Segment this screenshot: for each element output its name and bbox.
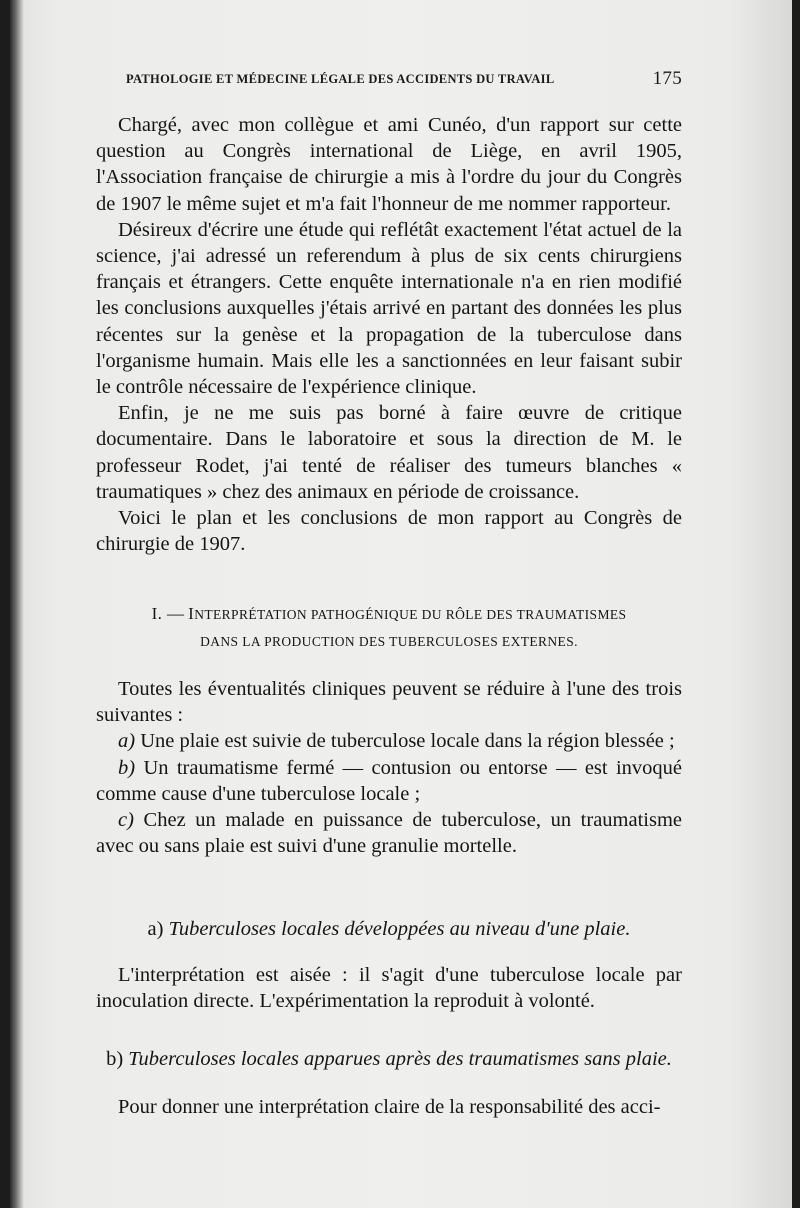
- section-number: I. —: [151, 604, 185, 623]
- section-title-line1: NTERPRÉTATION PATHOGÉNIQUE DU RÔLE DES TRAUMATISMES: [194, 607, 627, 622]
- case-text: Une plaie est suivie de tuberculose locale dans la région blessée ;: [140, 730, 675, 753]
- intro-text-block: [96, 112, 682, 557]
- subsection-b-label: b): [106, 1048, 124, 1070]
- cases-text-block: [96, 676, 682, 859]
- case-label: c): [118, 809, 134, 832]
- case-item: [96, 728, 682, 754]
- section-intro: Toutes les éventualités cliniques peuvent se réduire à l'une des trois suivantes :: [96, 678, 682, 727]
- section-title-initial: I: [188, 604, 195, 623]
- subsection-a-heading: [96, 918, 682, 941]
- paragraph: Pour donner une interprétation claire de la responsabilité des acci-: [118, 1096, 661, 1118]
- paragraph: Désireux d'écrire une étude qui reflétât exactement l'état actuel de la science, j'ai adressé un referendum à plus de six cents chirurgiens français et étrangers. Cette enquête internationale n'a en rien modifié les conclusions auxquelles j'étais arrivé en partant des données les plus récentes sur la genèse et la propagation de la tuberculose dans l'organisme humain. Mais elle les a sanctionnées en leur faisant subir le contrôle nécessaire de l'expérience clinique.: [96, 218, 682, 399]
- paragraph: Voici le plan et les conclusions de mon rapport au Congrès de chirurgie de 1907.: [96, 507, 682, 556]
- section-heading: [96, 604, 682, 650]
- case-label: b): [118, 756, 136, 779]
- section-title-line2: DANS LA PRODUCTION DES TUBERCULOSES EXTERNES.: [200, 634, 578, 649]
- case-text: Un traumatisme fermé — contusion ou entorse — est invoqué comme cause d'une tuberculose locale ;: [96, 756, 682, 805]
- case-item: [96, 755, 682, 807]
- page-gutter-shadow: [10, 0, 24, 1208]
- paragraph: Chargé, avec mon collègue et ami Cunéo, d'un rapport sur cette question au Congrès international de Liège, en avril 1905, l'Association française de chirurgie a mis à l'ordre du jour du Congrès de 1907 le même sujet et m'a fait l'honneur de me nommer rapporteur.: [96, 114, 682, 215]
- paragraph: Enfin, je ne me suis pas borné à faire œuvre de critique documentaire. Dans le laboratoire et sous la direction de M. le professeur Rodet, j'ai tenté de réaliser des tumeurs blanches « traumatiques » chez des animaux en période de croissance.: [96, 402, 682, 503]
- subsection-a-title: Tuberculoses locales développées au niveau d'une plaie.: [168, 918, 631, 940]
- case-label: a): [118, 730, 136, 753]
- page-number: 175: [652, 68, 682, 89]
- case-text: Chez un malade en puissance de tuberculose, un traumatisme avec ou sans plaie est suivi d'une granulie mortelle.: [96, 809, 683, 858]
- running-header: [126, 68, 682, 89]
- subsection-a-label: a): [147, 918, 164, 940]
- paragraph-b-block: [96, 1094, 682, 1120]
- book-page: [10, 0, 792, 1208]
- paragraph: L'interprétation est aisée : il s'agit d'une tuberculose locale par inoculation directe. L'expérimentation la reproduit à volonté.: [96, 964, 682, 1013]
- subsection-b-title: Tuberculoses locales apparues après des traumatismes sans plaie.: [128, 1048, 672, 1070]
- case-item: [96, 807, 682, 859]
- running-title: PATHOLOGIE ET MÉDECINE LÉGALE DES ACCIDENTS DU TRAVAIL: [126, 72, 555, 86]
- subsection-b-heading: [96, 1048, 682, 1071]
- paragraph-a-block: [96, 962, 682, 1014]
